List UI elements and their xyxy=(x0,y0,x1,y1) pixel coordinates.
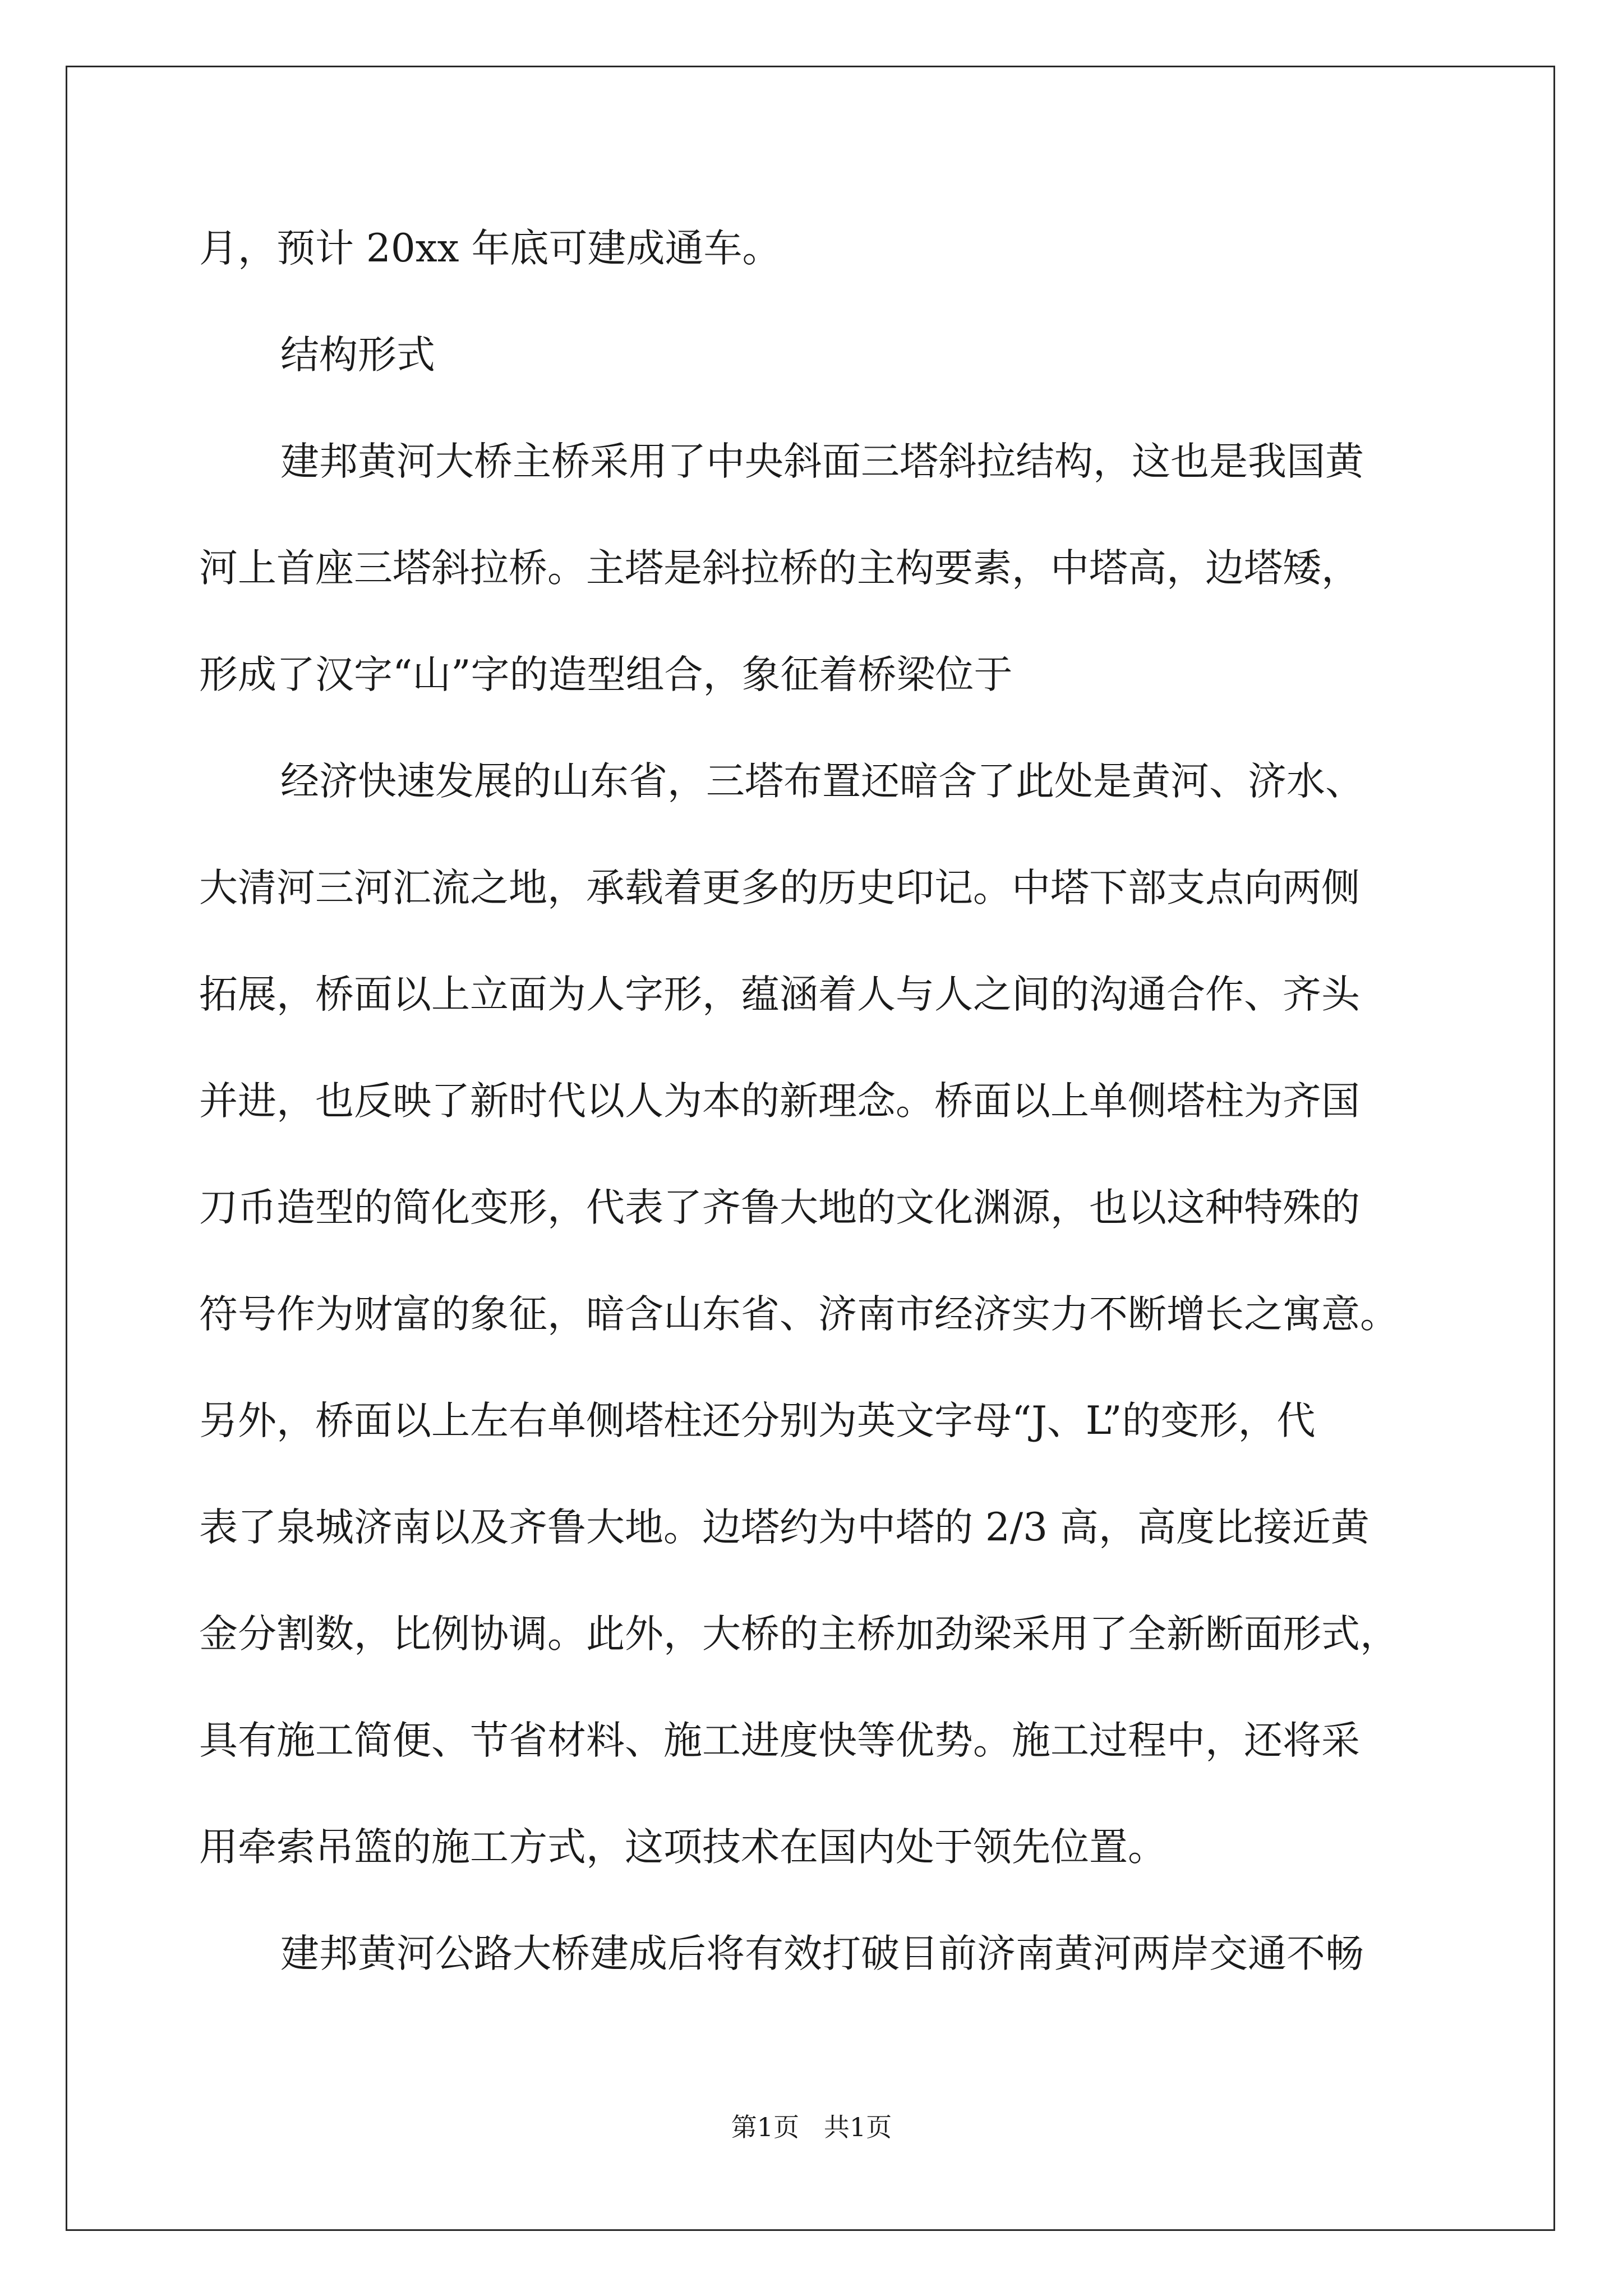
paragraph-line: 建邦黄河大桥主桥采用了中央斜面三塔斜拉结构，这也是我国黄 xyxy=(280,439,1364,484)
paragraph-line: 经济快速发展的山东省，三塔布置还暗含了此处是黄河、济水、 xyxy=(280,759,1364,804)
page-border xyxy=(66,66,1555,2231)
paragraph-line: 用牵索吊篮的施工方式，这项技术在国内处于领先位置。 xyxy=(199,1825,1166,1870)
paragraph-line: 月，预计 20xx 年底可建成通车。 xyxy=(199,226,781,271)
paragraph-line: 大清河三河汇流之地，承载着更多的历史印记。中塔下部支点向两侧 xyxy=(199,866,1360,910)
paragraph-line: 刀币造型的简化变形，代表了齐鲁大地的文化渊源，也以这种特殊的 xyxy=(199,1185,1360,1230)
section-heading: 结构形式 xyxy=(280,333,435,378)
paragraph-line: 河上首座三塔斜拉桥。主塔是斜拉桥的主构要素，中塔高，边塔矮， xyxy=(199,546,1360,591)
paragraph-line: 拓展，桥面以上立面为人字形，蕴涵着人与人之间的沟通合作、齐头 xyxy=(199,972,1360,1017)
paragraph-line: 符号作为财富的象征，暗含山东省、济南市经济实力不断增长之寓意。 xyxy=(199,1292,1399,1337)
paragraph-line: 表了泉城济南以及齐鲁大地。边塔约为中塔的 2/3 高，高度比接近黄 xyxy=(199,1505,1370,1550)
paragraph-line: 具有施工简便、节省材料、施工进度快等优势。施工过程中，还将采 xyxy=(199,1718,1360,1763)
page-number: 第1页 共1页 xyxy=(731,2112,892,2142)
paragraph-line: 金分割数，比例协调。此外，大桥的主桥加劲梁采用了全新断面形式， xyxy=(199,1612,1399,1657)
paragraph-line: 另外，桥面以上左右单侧塔柱还分别为英文字母“J、L”的变形，代 xyxy=(199,1398,1316,1443)
paragraph-line: 建邦黄河公路大桥建成后将有效打破目前济南黄河两岸交通不畅 xyxy=(280,1931,1364,1976)
paragraph-line: 并进，也反映了新时代以人为本的新理念。桥面以上单侧塔柱为齐国 xyxy=(199,1079,1360,1124)
paragraph-line: 形成了汉字“山”字的造型组合，象征着桥梁位于 xyxy=(199,652,1013,697)
